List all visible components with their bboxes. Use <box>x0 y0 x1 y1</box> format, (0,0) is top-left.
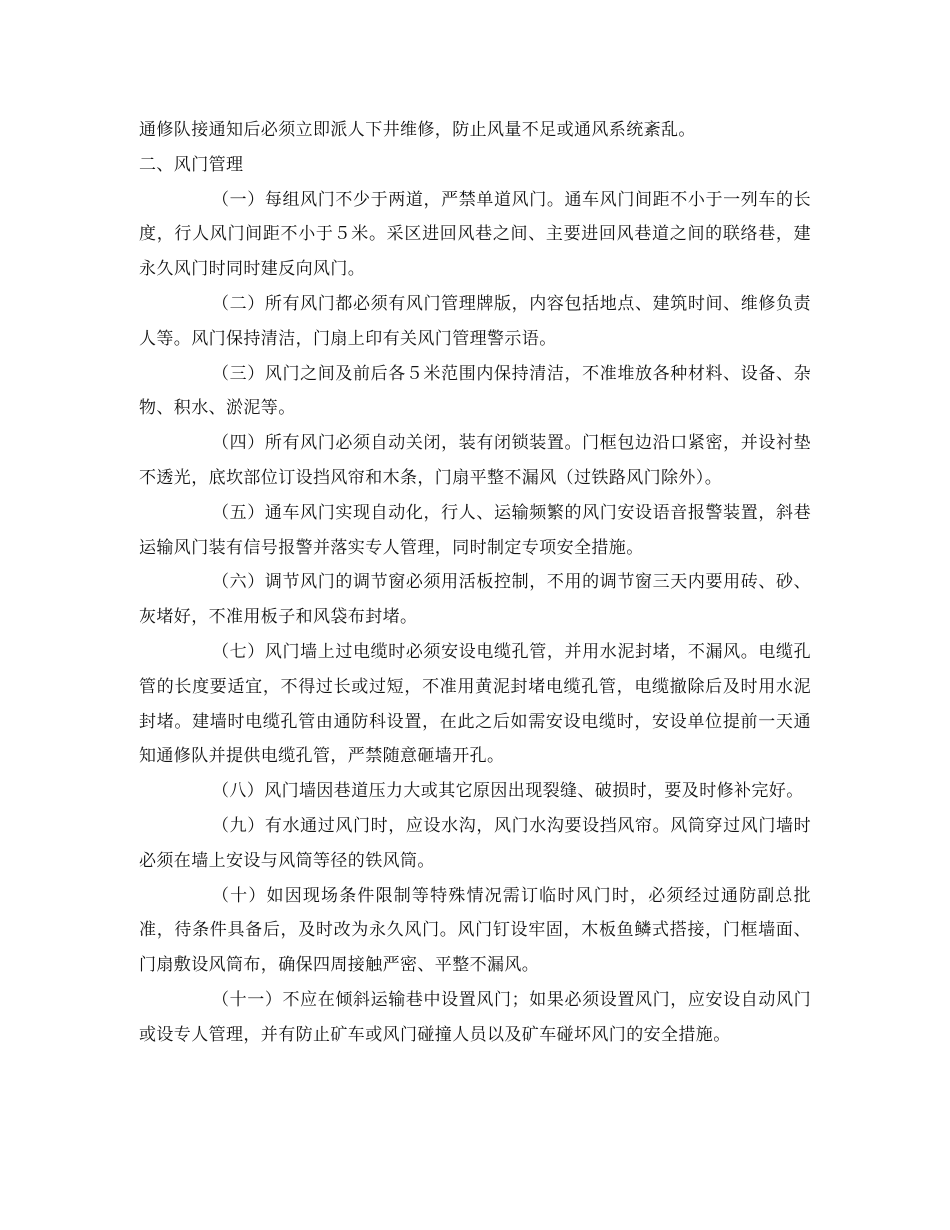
paragraph-item-7: （七）风门墙上过电缆时必须安设电缆孔管，并用水泥封堵，不漏风。电缆孔管的长度要适宜，不得过长或过短，不准用黄泥封堵电缆孔管，电缆撤除后及时用水泥封堵。建墙时电缆孔管由通防科设置，在此之后如需安设电缆时，安设单位提前一天通知通修队并提供电缆孔管，严禁随意砸墙开孔。 <box>139 641 811 767</box>
paragraph-item-6: （六）调节风门的调节窗必须用活板控制，不用的调节窗三天内要用砖、砂、灰堵好，不准用板子和风袋布封堵。 <box>139 572 811 628</box>
paragraph-item-2: （二）所有风门都必须有风门管理牌版，内容包括地点、建筑时间、维修负责人等。风门保持清洁，门扇上印有关风门管理警示语。 <box>139 293 811 349</box>
paragraph-item-4: （四）所有风门必须自动关闭，装有闭锁装置。门框包边沿口紧密，并设衬垫不透光，底坎部位订设挡风帘和木条，门扇平整不漏风（过铁路风门除外）。 <box>139 433 811 488</box>
section-heading-door-management: 二、风门管理 <box>139 154 244 175</box>
paragraph-item-8: （八）风门墙因巷道压力大或其它原因出现裂缝、破损时，要及时修补完好。 <box>212 781 804 802</box>
paragraph-item-9: （九）有水通过风门时，应设水沟，风门水沟要设挡风帘。风筒穿过风门墙时必须在墙上安设与风筒等径的铁风筒。 <box>139 815 811 871</box>
document-body <box>139 113 811 1053</box>
paragraph-item-5: （五）通车风门实现自动化，行人、运输频繁的风门安设语音报警装置，斜巷运输风门装有信号报警并落实专人管理，同时制定专项安全措施。 <box>139 502 811 558</box>
paragraph-item-10: （十）如因现场条件限制等特殊情况需订临时风门时，必须经过通防副总批准，待条件具备后，及时改为永久风门。风门钉设牢固，木板鱼鳞式搭接，门框墙面、门扇敷设风筒布，确保四周接触严密、平整不漏风。 <box>139 885 811 976</box>
paragraph-item-11: （十一）不应在倾斜运输巷中设置风门；如果必须设置风门，应安设自动风门或设专人管理，并有防止矿车或风门碰撞人员以及矿车碰坏风门的安全措施。 <box>139 989 811 1045</box>
paragraph-continuation: 通修队接通知后必须立即派人下井维修，防止风量不足或通风系统紊乱。 <box>139 120 696 140</box>
paragraph-item-3: （三）风门之间及前后各５米范围内保持清洁，不准堆放各种材料、设备、杂物、积水、淤泥等。 <box>139 363 811 419</box>
paragraph-item-1: （一）每组风门不少于两道，严禁单道风门。通车风门间距不小于一列车的长度，行人风门间距不小于５米。采区进回风巷之间、主要进回风巷道之间的联络巷，建永久风门时同时建反向风门。 <box>139 189 811 280</box>
